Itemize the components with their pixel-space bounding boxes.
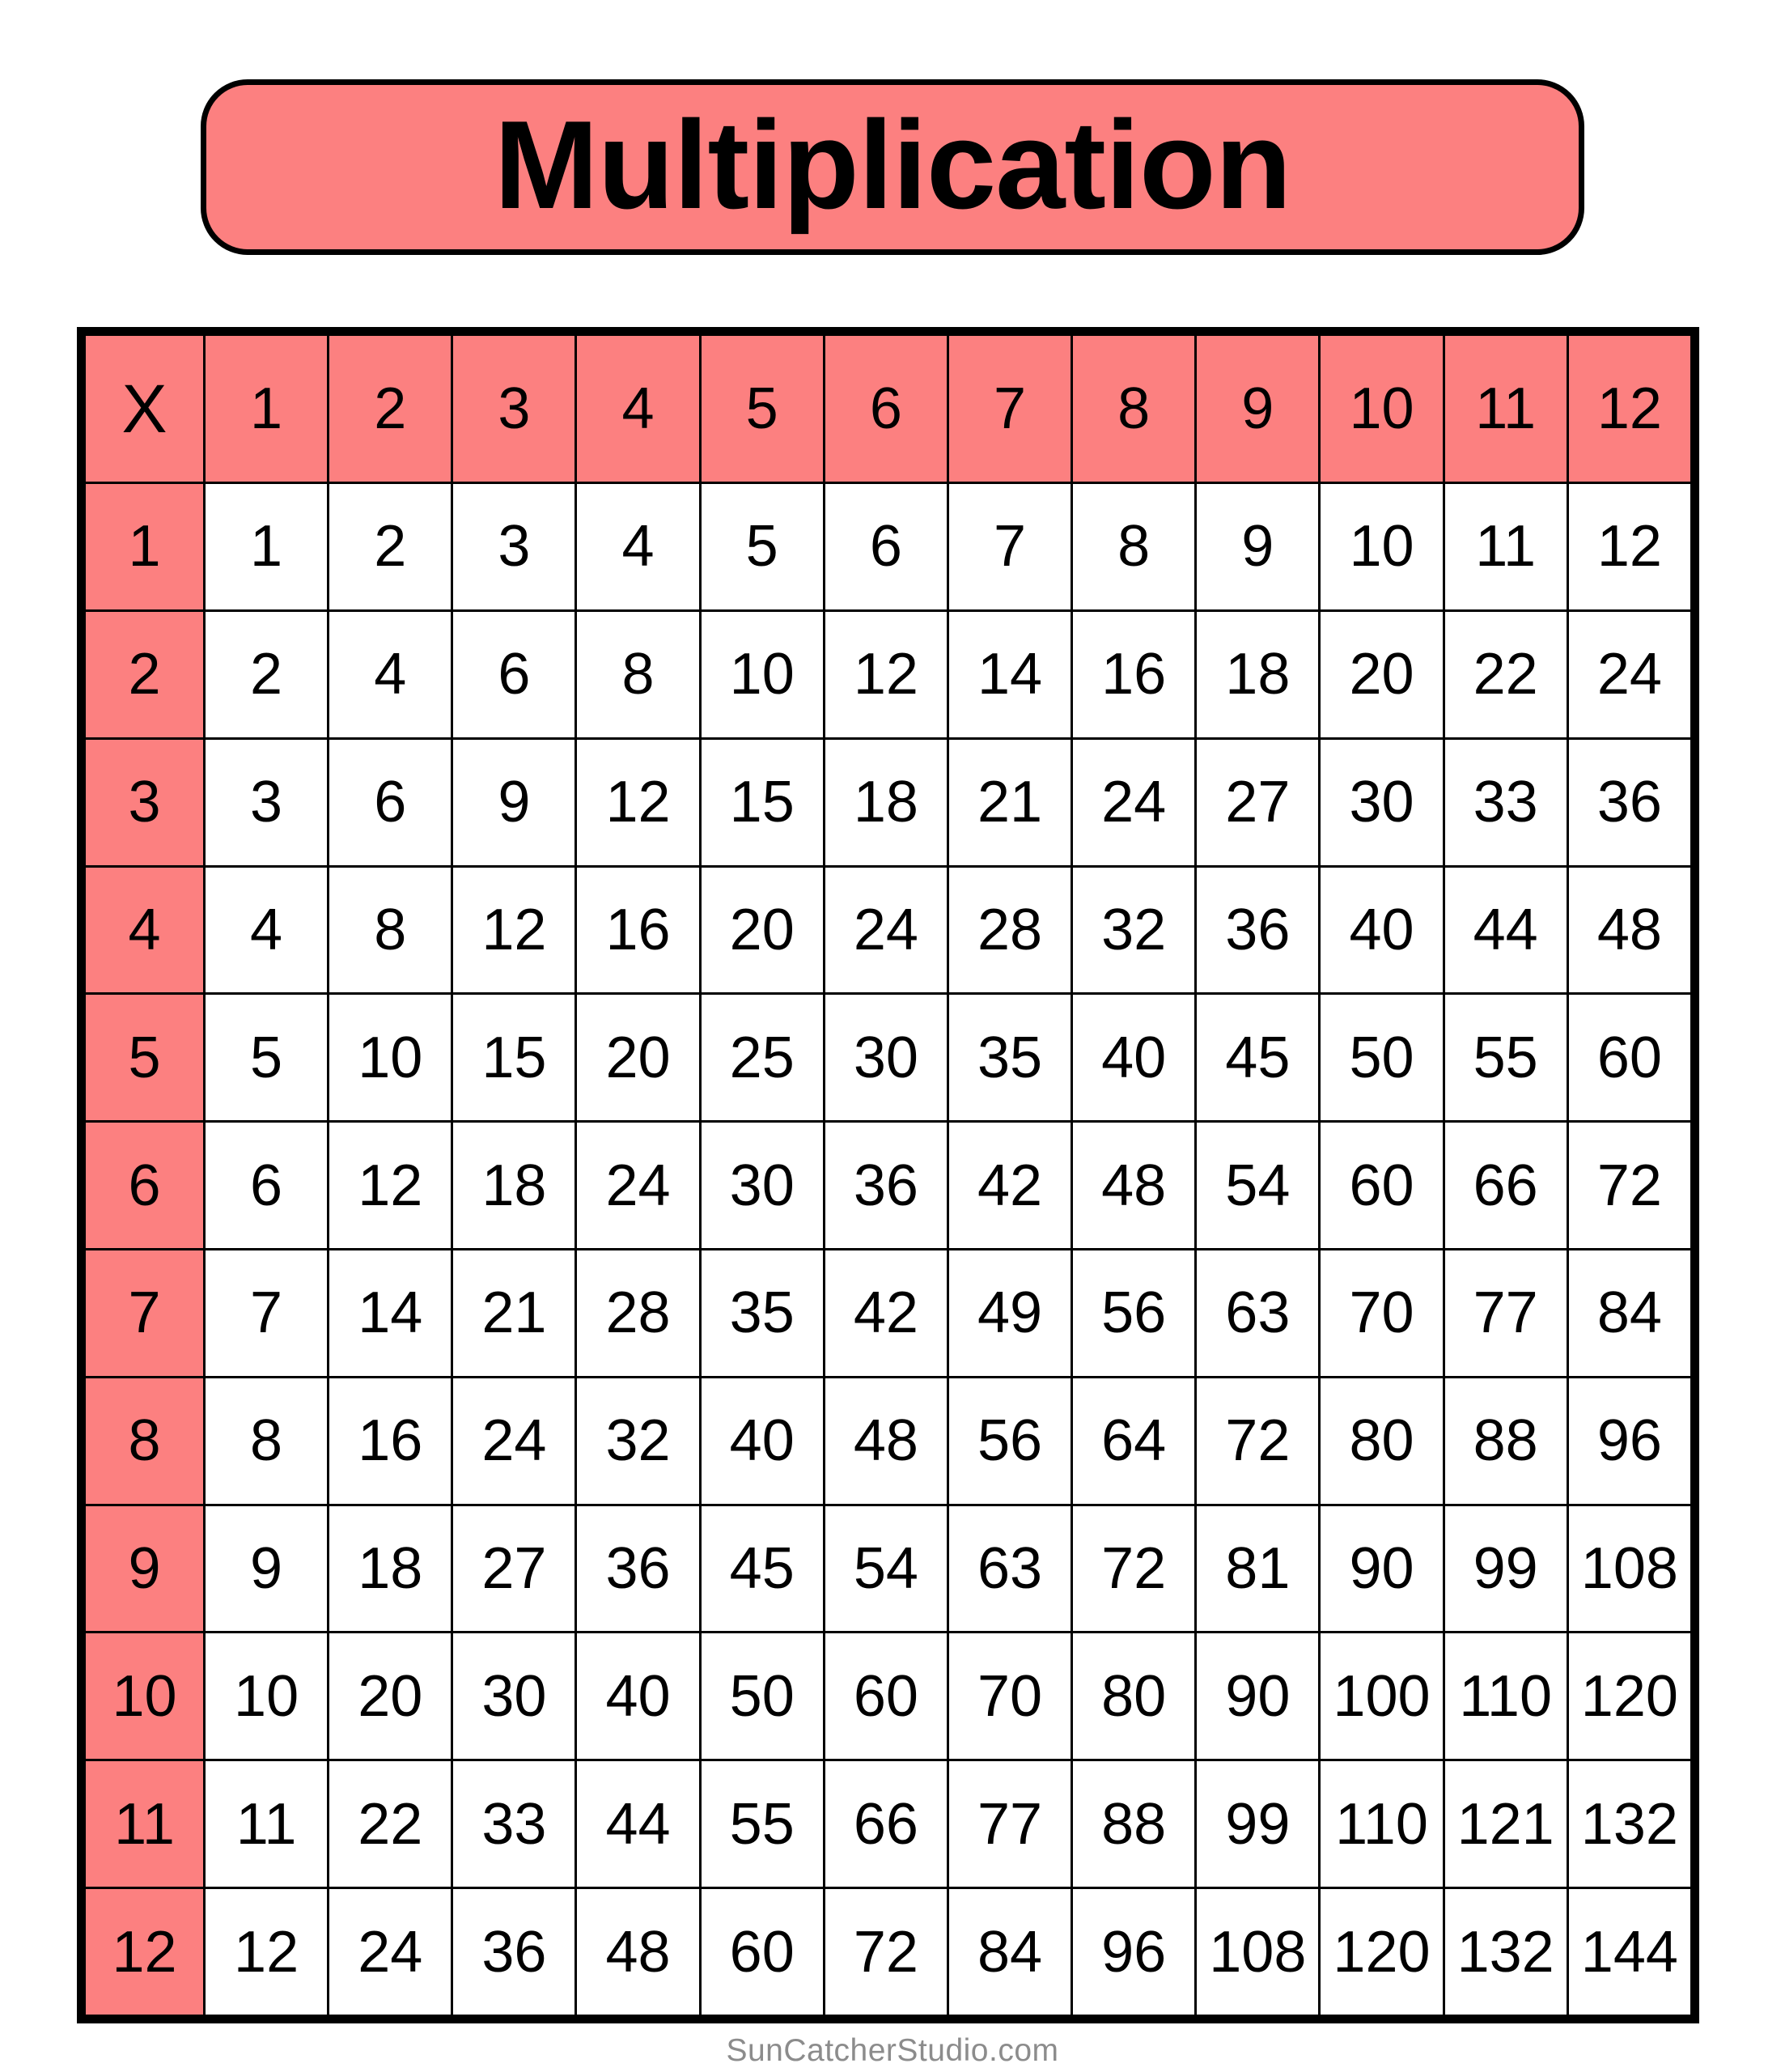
product-cell-7x6: 42 bbox=[824, 1249, 948, 1377]
product-cell-1x7: 7 bbox=[948, 483, 1071, 611]
product-cell-5x2: 10 bbox=[329, 994, 452, 1122]
product-cell-12x11: 132 bbox=[1444, 1888, 1567, 2016]
product-cell-6x3: 18 bbox=[452, 1122, 576, 1250]
product-cell-4x4: 16 bbox=[576, 866, 700, 994]
product-cell-6x12: 72 bbox=[1567, 1122, 1691, 1250]
product-cell-10x4: 40 bbox=[576, 1633, 700, 1760]
product-cell-8x2: 16 bbox=[329, 1377, 452, 1505]
product-cell-1x3: 3 bbox=[452, 483, 576, 611]
product-cell-10x6: 60 bbox=[824, 1633, 948, 1760]
product-cell-12x5: 60 bbox=[700, 1888, 824, 2016]
product-cell-10x12: 120 bbox=[1567, 1633, 1691, 1760]
row-header-8: 8 bbox=[85, 1377, 205, 1505]
row-header-2: 2 bbox=[85, 610, 205, 738]
product-cell-2x8: 16 bbox=[1072, 610, 1196, 738]
table-row bbox=[85, 1122, 1692, 1250]
column-header-5: 5 bbox=[700, 335, 824, 483]
product-cell-8x3: 24 bbox=[452, 1377, 576, 1505]
column-header-9: 9 bbox=[1196, 335, 1320, 483]
product-cell-8x8: 64 bbox=[1072, 1377, 1196, 1505]
column-header-6: 6 bbox=[824, 335, 948, 483]
product-cell-8x10: 80 bbox=[1320, 1377, 1444, 1505]
multiplication-table bbox=[83, 333, 1693, 2017]
table-row bbox=[85, 866, 1692, 994]
product-cell-12x2: 24 bbox=[329, 1888, 452, 2016]
product-cell-1x1: 1 bbox=[205, 483, 329, 611]
product-cell-7x9: 63 bbox=[1196, 1249, 1320, 1377]
product-cell-6x11: 66 bbox=[1444, 1122, 1567, 1250]
product-cell-6x9: 54 bbox=[1196, 1122, 1320, 1250]
product-cell-9x3: 27 bbox=[452, 1505, 576, 1633]
row-header-9: 9 bbox=[85, 1505, 205, 1633]
product-cell-5x3: 15 bbox=[452, 994, 576, 1122]
product-cell-6x6: 36 bbox=[824, 1122, 948, 1250]
product-cell-7x8: 56 bbox=[1072, 1249, 1196, 1377]
product-cell-10x9: 90 bbox=[1196, 1633, 1320, 1760]
product-cell-8x12: 96 bbox=[1567, 1377, 1691, 1505]
product-cell-4x1: 4 bbox=[205, 866, 329, 994]
product-cell-2x2: 4 bbox=[329, 610, 452, 738]
product-cell-6x2: 12 bbox=[329, 1122, 452, 1250]
product-cell-1x10: 10 bbox=[1320, 483, 1444, 611]
product-cell-3x8: 24 bbox=[1072, 738, 1196, 866]
product-cell-4x10: 40 bbox=[1320, 866, 1444, 994]
product-cell-1x8: 8 bbox=[1072, 483, 1196, 611]
row-header-5: 5 bbox=[85, 994, 205, 1122]
product-cell-11x10: 110 bbox=[1320, 1760, 1444, 1888]
product-cell-5x7: 35 bbox=[948, 994, 1071, 1122]
product-cell-1x9: 9 bbox=[1196, 483, 1320, 611]
product-cell-7x10: 70 bbox=[1320, 1249, 1444, 1377]
product-cell-2x9: 18 bbox=[1196, 610, 1320, 738]
table-header-row bbox=[85, 335, 1692, 483]
product-cell-4x5: 20 bbox=[700, 866, 824, 994]
product-cell-8x11: 88 bbox=[1444, 1377, 1567, 1505]
product-cell-4x9: 36 bbox=[1196, 866, 1320, 994]
row-header-6: 6 bbox=[85, 1122, 205, 1250]
product-cell-3x6: 18 bbox=[824, 738, 948, 866]
product-cell-3x3: 9 bbox=[452, 738, 576, 866]
table-row bbox=[85, 1633, 1692, 1760]
product-cell-12x7: 84 bbox=[948, 1888, 1071, 2016]
product-cell-7x4: 28 bbox=[576, 1249, 700, 1377]
product-cell-5x4: 20 bbox=[576, 994, 700, 1122]
product-cell-12x8: 96 bbox=[1072, 1888, 1196, 2016]
column-header-10: 10 bbox=[1320, 335, 1444, 483]
page-title: Multiplication bbox=[494, 95, 1291, 235]
row-header-10: 10 bbox=[85, 1633, 205, 1760]
product-cell-6x1: 6 bbox=[205, 1122, 329, 1250]
product-cell-9x5: 45 bbox=[700, 1505, 824, 1633]
product-cell-5x11: 55 bbox=[1444, 994, 1567, 1122]
product-cell-12x9: 108 bbox=[1196, 1888, 1320, 2016]
product-cell-11x3: 33 bbox=[452, 1760, 576, 1888]
product-cell-3x11: 33 bbox=[1444, 738, 1567, 866]
product-cell-3x9: 27 bbox=[1196, 738, 1320, 866]
product-cell-6x7: 42 bbox=[948, 1122, 1071, 1250]
product-cell-5x1: 5 bbox=[205, 994, 329, 1122]
product-cell-1x2: 2 bbox=[329, 483, 452, 611]
product-cell-10x5: 50 bbox=[700, 1633, 824, 1760]
product-cell-2x4: 8 bbox=[576, 610, 700, 738]
product-cell-11x6: 66 bbox=[824, 1760, 948, 1888]
product-cell-12x1: 12 bbox=[205, 1888, 329, 2016]
column-header-2: 2 bbox=[329, 335, 452, 483]
table-row bbox=[85, 1249, 1692, 1377]
product-cell-7x2: 14 bbox=[329, 1249, 452, 1377]
product-cell-8x9: 72 bbox=[1196, 1377, 1320, 1505]
product-cell-3x5: 15 bbox=[700, 738, 824, 866]
product-cell-9x7: 63 bbox=[948, 1505, 1071, 1633]
table-row bbox=[85, 1888, 1692, 2016]
product-cell-1x4: 4 bbox=[576, 483, 700, 611]
product-cell-11x12: 132 bbox=[1567, 1760, 1691, 1888]
product-cell-12x10: 120 bbox=[1320, 1888, 1444, 2016]
product-cell-9x6: 54 bbox=[824, 1505, 948, 1633]
product-cell-11x8: 88 bbox=[1072, 1760, 1196, 1888]
table-row bbox=[85, 994, 1692, 1122]
product-cell-9x4: 36 bbox=[576, 1505, 700, 1633]
product-cell-2x11: 22 bbox=[1444, 610, 1567, 738]
column-header-7: 7 bbox=[948, 335, 1071, 483]
product-cell-10x11: 110 bbox=[1444, 1633, 1567, 1760]
product-cell-10x10: 100 bbox=[1320, 1633, 1444, 1760]
product-cell-1x5: 5 bbox=[700, 483, 824, 611]
product-cell-1x12: 12 bbox=[1567, 483, 1691, 611]
product-cell-6x10: 60 bbox=[1320, 1122, 1444, 1250]
footer-credit: SunCatcherStudio.com bbox=[726, 2033, 1059, 2068]
product-cell-5x9: 45 bbox=[1196, 994, 1320, 1122]
product-cell-1x6: 6 bbox=[824, 483, 948, 611]
product-cell-3x12: 36 bbox=[1567, 738, 1691, 866]
product-cell-9x12: 108 bbox=[1567, 1505, 1691, 1633]
product-cell-10x3: 30 bbox=[452, 1633, 576, 1760]
column-header-3: 3 bbox=[452, 335, 576, 483]
product-cell-10x1: 10 bbox=[205, 1633, 329, 1760]
product-cell-5x6: 30 bbox=[824, 994, 948, 1122]
row-header-3: 3 bbox=[85, 738, 205, 866]
product-cell-7x11: 77 bbox=[1444, 1249, 1567, 1377]
row-header-11: 11 bbox=[85, 1760, 205, 1888]
table-row bbox=[85, 738, 1692, 866]
product-cell-11x4: 44 bbox=[576, 1760, 700, 1888]
product-cell-10x8: 80 bbox=[1072, 1633, 1196, 1760]
product-cell-7x5: 35 bbox=[700, 1249, 824, 1377]
product-cell-3x10: 30 bbox=[1320, 738, 1444, 866]
product-cell-3x7: 21 bbox=[948, 738, 1071, 866]
product-cell-5x12: 60 bbox=[1567, 994, 1691, 1122]
column-header-8: 8 bbox=[1072, 335, 1196, 483]
product-cell-3x4: 12 bbox=[576, 738, 700, 866]
product-cell-2x7: 14 bbox=[948, 610, 1071, 738]
product-cell-2x5: 10 bbox=[700, 610, 824, 738]
product-cell-6x5: 30 bbox=[700, 1122, 824, 1250]
column-header-4: 4 bbox=[576, 335, 700, 483]
product-cell-4x11: 44 bbox=[1444, 866, 1567, 994]
product-cell-3x2: 6 bbox=[329, 738, 452, 866]
product-cell-9x8: 72 bbox=[1072, 1505, 1196, 1633]
product-cell-4x7: 28 bbox=[948, 866, 1071, 994]
product-cell-5x10: 50 bbox=[1320, 994, 1444, 1122]
product-cell-4x3: 12 bbox=[452, 866, 576, 994]
title-banner bbox=[201, 79, 1584, 255]
product-cell-4x12: 48 bbox=[1567, 866, 1691, 994]
product-cell-9x11: 99 bbox=[1444, 1505, 1567, 1633]
product-cell-3x1: 3 bbox=[205, 738, 329, 866]
table-row bbox=[85, 1505, 1692, 1633]
row-header-4: 4 bbox=[85, 866, 205, 994]
product-cell-12x6: 72 bbox=[824, 1888, 948, 2016]
product-cell-4x6: 24 bbox=[824, 866, 948, 994]
product-cell-1x11: 11 bbox=[1444, 483, 1567, 611]
product-cell-7x7: 49 bbox=[948, 1249, 1071, 1377]
table-row bbox=[85, 610, 1692, 738]
product-cell-4x8: 32 bbox=[1072, 866, 1196, 994]
product-cell-4x2: 8 bbox=[329, 866, 452, 994]
table-corner-cell: X bbox=[85, 335, 205, 483]
product-cell-8x6: 48 bbox=[824, 1377, 948, 1505]
column-header-11: 11 bbox=[1444, 335, 1567, 483]
column-header-1: 1 bbox=[205, 335, 329, 483]
product-cell-2x12: 24 bbox=[1567, 610, 1691, 738]
product-cell-11x11: 121 bbox=[1444, 1760, 1567, 1888]
product-cell-5x8: 40 bbox=[1072, 994, 1196, 1122]
product-cell-11x7: 77 bbox=[948, 1760, 1071, 1888]
product-cell-7x1: 7 bbox=[205, 1249, 329, 1377]
product-cell-9x9: 81 bbox=[1196, 1505, 1320, 1633]
product-cell-9x1: 9 bbox=[205, 1505, 329, 1633]
product-cell-8x5: 40 bbox=[700, 1377, 824, 1505]
product-cell-6x4: 24 bbox=[576, 1122, 700, 1250]
product-cell-12x12: 144 bbox=[1567, 1888, 1691, 2016]
product-cell-11x5: 55 bbox=[700, 1760, 824, 1888]
product-cell-7x3: 21 bbox=[452, 1249, 576, 1377]
product-cell-11x2: 22 bbox=[329, 1760, 452, 1888]
product-cell-9x2: 18 bbox=[329, 1505, 452, 1633]
row-header-7: 7 bbox=[85, 1249, 205, 1377]
product-cell-12x4: 48 bbox=[576, 1888, 700, 2016]
table-row bbox=[85, 483, 1692, 611]
product-cell-11x1: 11 bbox=[205, 1760, 329, 1888]
column-header-12: 12 bbox=[1567, 335, 1691, 483]
product-cell-8x1: 8 bbox=[205, 1377, 329, 1505]
product-cell-2x3: 6 bbox=[452, 610, 576, 738]
product-cell-8x7: 56 bbox=[948, 1377, 1071, 1505]
product-cell-12x3: 36 bbox=[452, 1888, 576, 2016]
product-cell-10x2: 20 bbox=[329, 1633, 452, 1760]
product-cell-11x9: 99 bbox=[1196, 1760, 1320, 1888]
title-banner-wrapper bbox=[201, 79, 1584, 255]
product-cell-7x12: 84 bbox=[1567, 1249, 1691, 1377]
row-header-12: 12 bbox=[85, 1888, 205, 2016]
table-row bbox=[85, 1377, 1692, 1505]
row-header-1: 1 bbox=[85, 483, 205, 611]
product-cell-6x8: 48 bbox=[1072, 1122, 1196, 1250]
product-cell-9x10: 90 bbox=[1320, 1505, 1444, 1633]
multiplication-table-wrapper bbox=[77, 327, 1699, 2023]
table-row bbox=[85, 1760, 1692, 1888]
product-cell-5x5: 25 bbox=[700, 994, 824, 1122]
product-cell-2x1: 2 bbox=[205, 610, 329, 738]
product-cell-10x7: 70 bbox=[948, 1633, 1071, 1760]
product-cell-2x10: 20 bbox=[1320, 610, 1444, 738]
product-cell-8x4: 32 bbox=[576, 1377, 700, 1505]
product-cell-2x6: 12 bbox=[824, 610, 948, 738]
